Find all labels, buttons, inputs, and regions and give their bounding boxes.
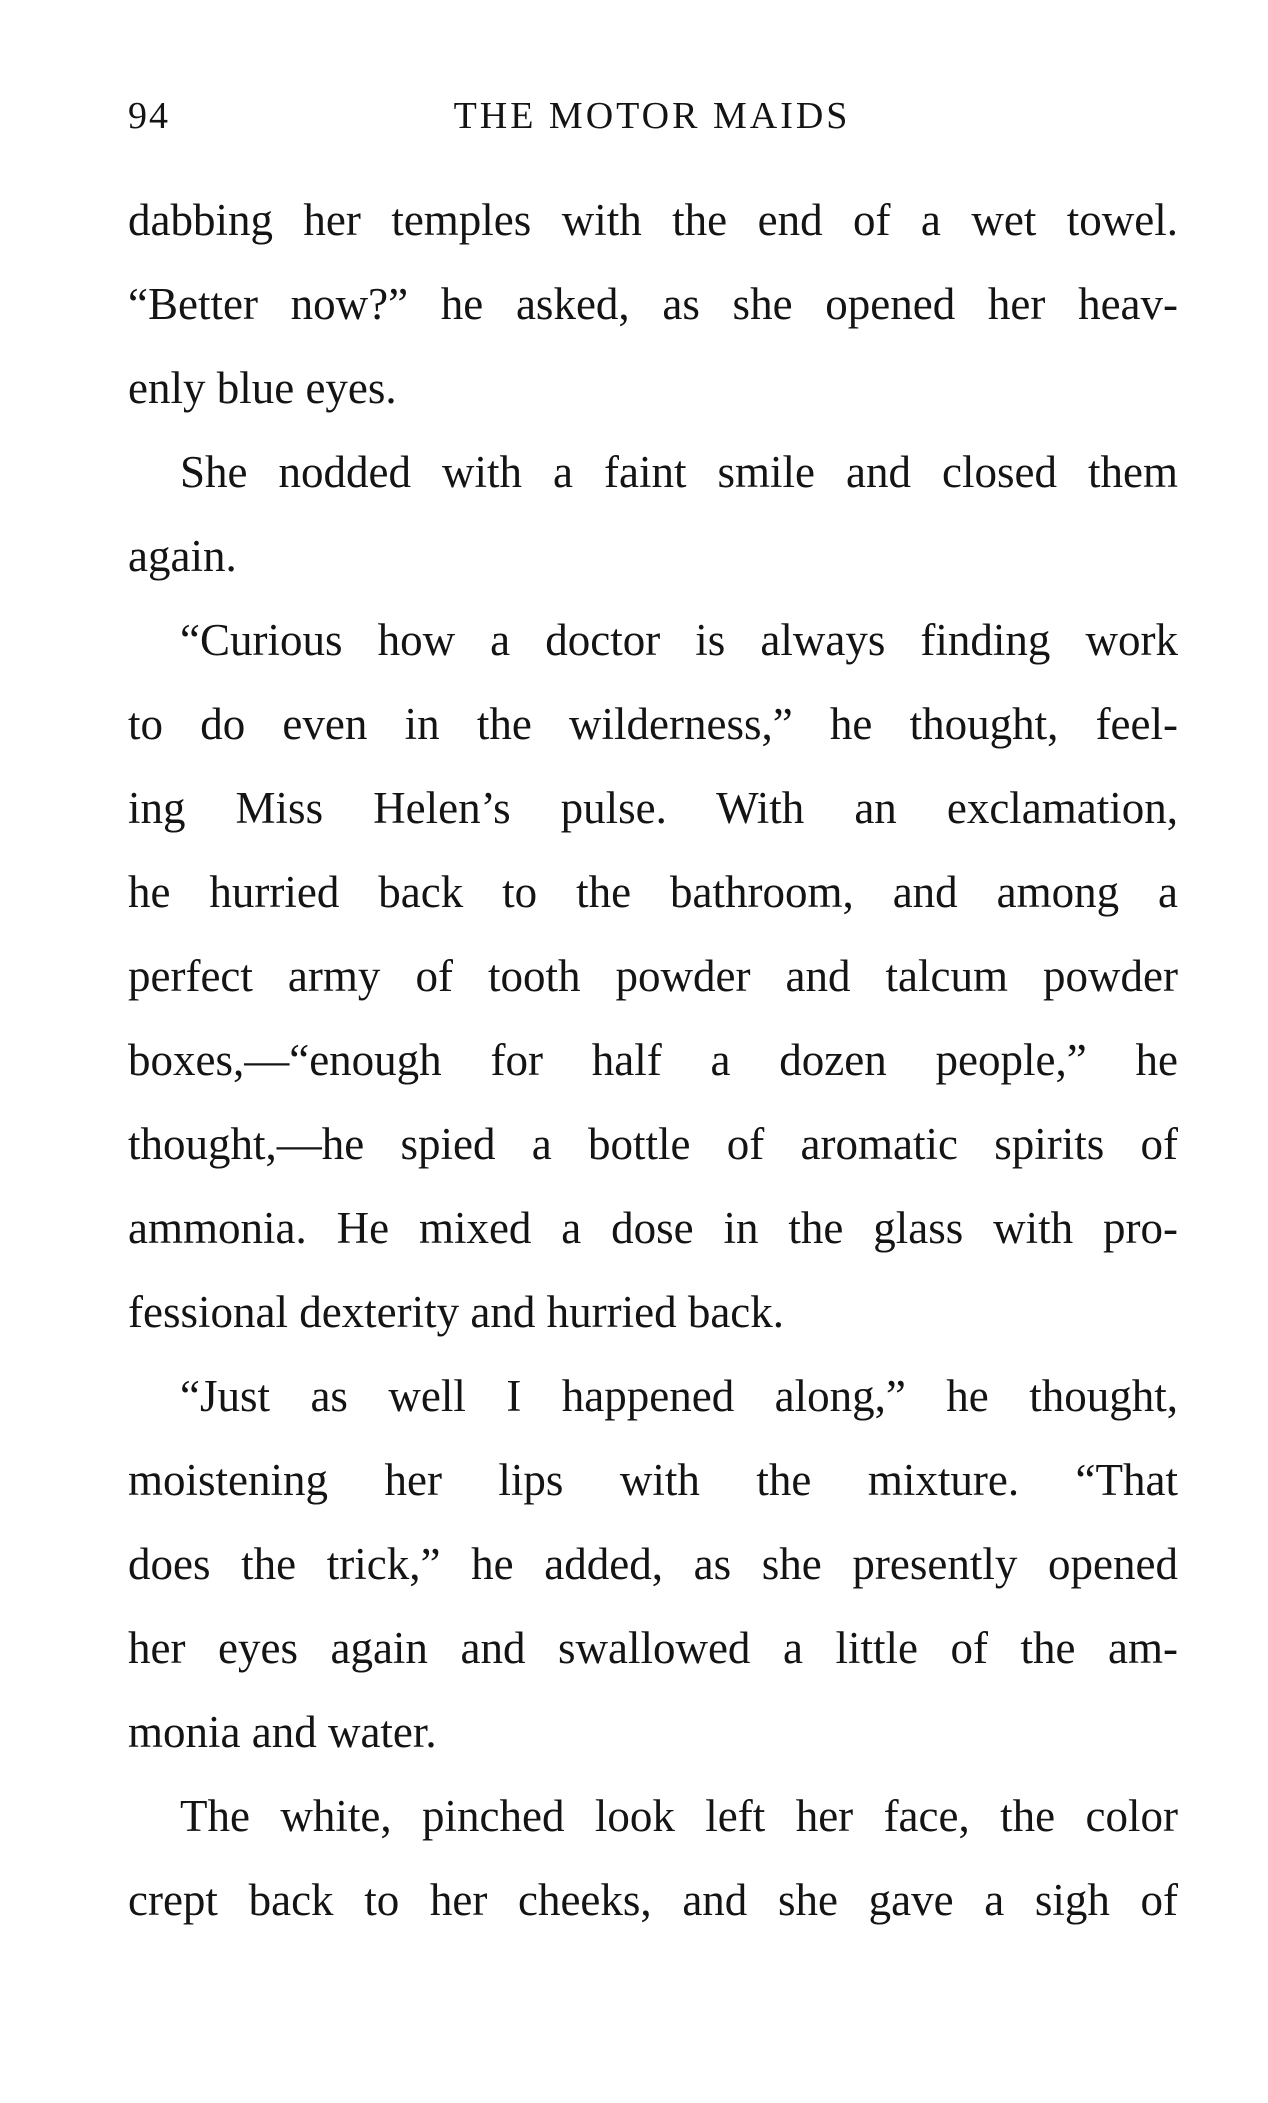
text-line: perfect army of tooth powder and talcum powder: [128, 951, 1178, 1001]
text-line: again.: [128, 531, 237, 581]
text-line: enly blue eyes.: [128, 363, 397, 413]
text-line: ing Miss Helen’s pulse. With an exclamation,: [128, 783, 1178, 833]
text-line: “Better now?” he asked, as she opened her heav-: [128, 279, 1178, 329]
text-line: ammonia. He mixed a dose in the glass with pro-: [128, 1203, 1178, 1253]
text-line: he hurried back to the bathroom, and among a: [128, 867, 1178, 917]
text-line: fessional dexterity and hurried back.: [128, 1287, 785, 1337]
body-text: [128, 178, 1178, 1942]
text-line: does the trick,” he added, as she presently opened: [128, 1539, 1178, 1589]
text-line: dabbing her temples with the end of a wet towel.: [128, 195, 1178, 245]
book-title: THE MOTOR MAIDS: [453, 95, 851, 137]
page-number: 94: [128, 95, 170, 137]
text-line: monia and water.: [128, 1707, 437, 1757]
running-head: [128, 94, 1176, 144]
text-line: to do even in the wilderness,” he thought, feel-: [128, 699, 1178, 749]
text-line: her eyes again and swallowed a little of the am-: [128, 1623, 1178, 1673]
text-line: The white, pinched look left her face, the color: [180, 1791, 1178, 1841]
text-line: “Curious how a doctor is always finding work: [180, 615, 1178, 665]
text-line: boxes,—“enough for half a dozen people,” he: [128, 1035, 1178, 1085]
text-line: thought,—he spied a bottle of aromatic spirits of: [128, 1119, 1178, 1169]
text-line: She nodded with a faint smile and closed them: [180, 447, 1178, 497]
text-line: crept back to her cheeks, and she gave a sigh of: [128, 1875, 1178, 1925]
text-line: moistening her lips with the mixture. “That: [128, 1455, 1178, 1505]
text-line: “Just as well I happened along,” he thought,: [180, 1371, 1178, 1421]
